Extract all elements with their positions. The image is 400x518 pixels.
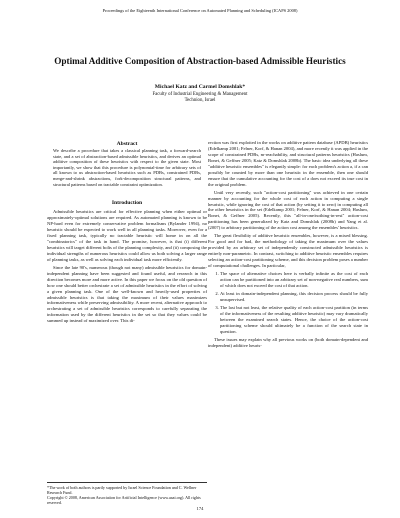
right-paragraph-1: rection was first exploited in the works on additive pattern database (APDB) heuristics (Edelkamp 2001; Felner, Korf, & Hanan 2004), and more recently it was applied in the scope of constrained PDBs, m-reachability, and structural patterns heuristics (Haslum, Bonet, & Geffner 2005; Katz & Domshlak 2008b). The basic idea underlying all these "additive heuristic ensembles" is elegantly simple: for each problem's action a, if a can possibly be counted by more than one heuristic in the ensemble, then one should ensure that the cumulative accounting for the cost of a does not exceed its true cost in the original problem. bbox=[208, 140, 368, 187]
footnote-block bbox=[47, 482, 207, 505]
affiliation-line-2: Technion, Israel bbox=[184, 98, 216, 103]
abstract-text: We describe a procedure that takes a classical planning task, a forward-search state, and a set of abstraction-based admissible heuristics, and derives an optimal additive composition of these heuristics with respect to the given state. Most importantly, we show that this procedure is polynomial-time for arbitrary sets of all known to us abstraction-based heuristics such as PDBs, constrained PDBs, merge-and-shrink abstractions, fork-decomposition structural patterns, and structural patterns based on tractable constraint optimization. bbox=[53, 148, 201, 187]
list-item: 3. The last but not least, the relative quality of each action-cost partition (in terms of the informativeness of the resulting additive heuristic) may vary dramatically between the examined search states. Hence, the choice of the action-cost partitioning scheme should ultimately be a function of the search state in question. bbox=[220, 305, 368, 335]
closing-paragraph: These issues may explain why all previous works on (both domain-dependent and independent) additive heuris- bbox=[208, 336, 368, 348]
paper-title: Optimal Additive Composition of Abstraction-based Admissible Heuristics bbox=[54, 56, 346, 66]
footnote-copyright: Copyright © 2008, American Association for Artificial Intelligence (www.aaai.org). All rights reserved. bbox=[47, 495, 201, 505]
intro-paragraph-1: Admissible heuristics are critical for effective planning when either optimal or approximately-optimal solutions are required. As automated planning is known to be NP-hard even for extremely conservative problem formalisms (Bylander 1994), no heuristic should be expected to work well in all planning tasks. Moreover, even for a fixed planning task, typically no tractable heuristic will home in on all the "combinatorics" of the task in hand. The promise, however, is that (i) different heuristics will target different bolts of the planning complexity, and (ii) composing the individual strengths of numerous heuristics could allow us both solving a larger range of planning tasks, as well as solving each individual task more efficiently. bbox=[47, 209, 207, 262]
right-column bbox=[208, 140, 368, 350]
right-paragraph-3: The great flexibility of additive heuristic ensembles, however, is a mixed blessing. For good and for bad, the methodology of taking the maximum over the values provided by an arbitrary set of independently constructed admissible heuristics is entirely non-parametric. In contrast, switching to additive heuristic ensembles requires selecting an action-cost partitioning scheme, and this decision problem poses a number of computational challenges. In particular, bbox=[208, 233, 368, 269]
affiliation-line-1: Faculty of Industrial Engineering & Management bbox=[152, 92, 248, 97]
challenges-list bbox=[208, 271, 368, 335]
footnote-funding: *The work of both authors is partly supported by Israel Science Foundation and C. Wellner Research Fund. bbox=[47, 485, 197, 495]
list-item: 2. At least in domain-independent planning, this decision process should be fully unsupervised. bbox=[220, 291, 368, 303]
right-paragraph-2: Until very recently, such "action-cost partitioning" was achieved in one certain manner by accounting for the whole cost of each action in computing a single heuristic, while ignoring the cost of that action (by setting it to zero) in computing all the other heuristics in the set (Edelkamp 2001; Felner, Korf, & Hanan 2004; Haslum, Bonet, & Geffner 2005). Recently, this "all-in-one/nothing-in-rest" action-cost partitioning has been generalized by Katz and Domshlak (2008b) and Yang et al. (2007) to arbitrary partitioning of the action cost among the ensembles' heuristics. bbox=[208, 189, 368, 231]
left-column bbox=[47, 140, 207, 326]
intro-heading: Introduction bbox=[111, 200, 143, 207]
proceedings-header: Proceedings of the Eighteenth International Conference on Automated Planning and Scheduling (ICAPS 2008) bbox=[102, 8, 298, 13]
page-number: 174 bbox=[196, 506, 204, 511]
list-item: 1. The space of alternative choices here is verbally infinite as the cost of each action can be partitioned into an arbitrary set of non-negative real numbers, sum of which does not exceed the cost of that action. bbox=[220, 271, 368, 289]
paper-authors: Michael Katz and Carmel Domshlak* bbox=[154, 84, 246, 90]
intro-paragraph-2: Since the late 90's, numerous (though not many) admissible heuristics for domain-independent planning have been suggested and found useful, and research in this direction becomes more and more active. In this paper we focus on the old question of how one should better orchestrate a set of admissible heuristics in the effort of solving a given planning task. One of the well-known and heavily-used properties of admissible heuristics is that taking the maximum of their values maximizes informativeness while preserving admissibility. A more recent, alternative approach to orchestrating a set of admissible heuristics corresponds to carefully separating the information used by the different heuristics in the set so that they values could be summed up instead of maximized over. This di- bbox=[47, 264, 207, 324]
abstract-body bbox=[53, 148, 201, 187]
affiliation bbox=[0, 92, 400, 104]
abstract-heading: Abstract bbox=[116, 141, 138, 147]
